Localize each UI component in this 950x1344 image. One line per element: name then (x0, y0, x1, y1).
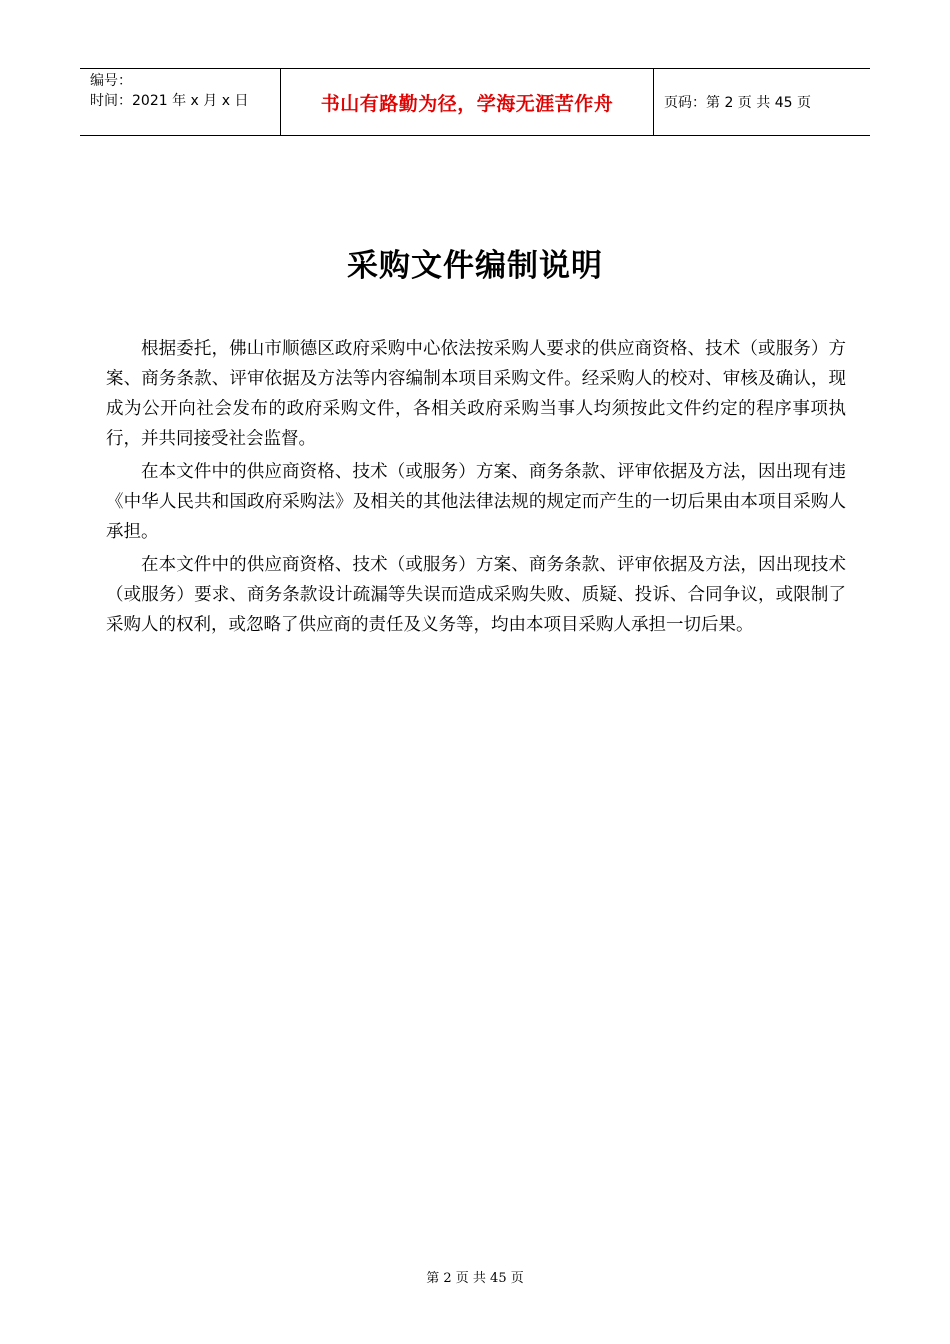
page-header (80, 68, 870, 136)
footer-page-number: 第 2 页 共 45 页 (426, 1271, 524, 1286)
document-body (106, 334, 846, 643)
page-footer (0, 1267, 950, 1286)
header-meta (80, 69, 281, 135)
header-page-info-cell (654, 69, 870, 135)
document-date: 时间：2021 年 x 月 x 日 (90, 93, 249, 109)
page-title: 采购文件编制说明 (347, 248, 603, 284)
header-motto: 书山有路勤为径，学海无涯苦作舟 (320, 92, 614, 115)
paragraph: 根据委托，佛山市顺德区政府采购中心依法按采购人要求的供应商资格、技术（或服务）方案、商务条款、评审依据及方法等内容编制本项目采购文件。经采购人的校对、审核及确认，现成为公开向社会发布的政府采购文件，各相关政府采购当事人均须按此文件约定的程序事项执行，并共同接受社会监督。 (106, 339, 846, 449)
paragraph: 在本文件中的供应商资格、技术（或服务）方案、商务条款、评审依据及方法，因出现技术（或服务）要求、商务条款设计疏漏等失误而造成采购失败、质疑、投诉、合同争议，或限制了采购人的权利，或忽略了供应商的责任及义务等，均由本项目采购人承担一切后果。 (106, 555, 846, 635)
paragraph: 在本文件中的供应商资格、技术（或服务）方案、商务条款、评审依据及方法，因出现有违《中华人民共和国政府采购法》及相关的其他法律法规的规定而产生的一切后果由本项目采购人承担。 (106, 462, 846, 542)
document-number-label: 编号： (90, 73, 132, 89)
header-page-info: 页码：第 2 页 共 45 页 (664, 95, 811, 111)
header-motto-cell (281, 69, 654, 135)
